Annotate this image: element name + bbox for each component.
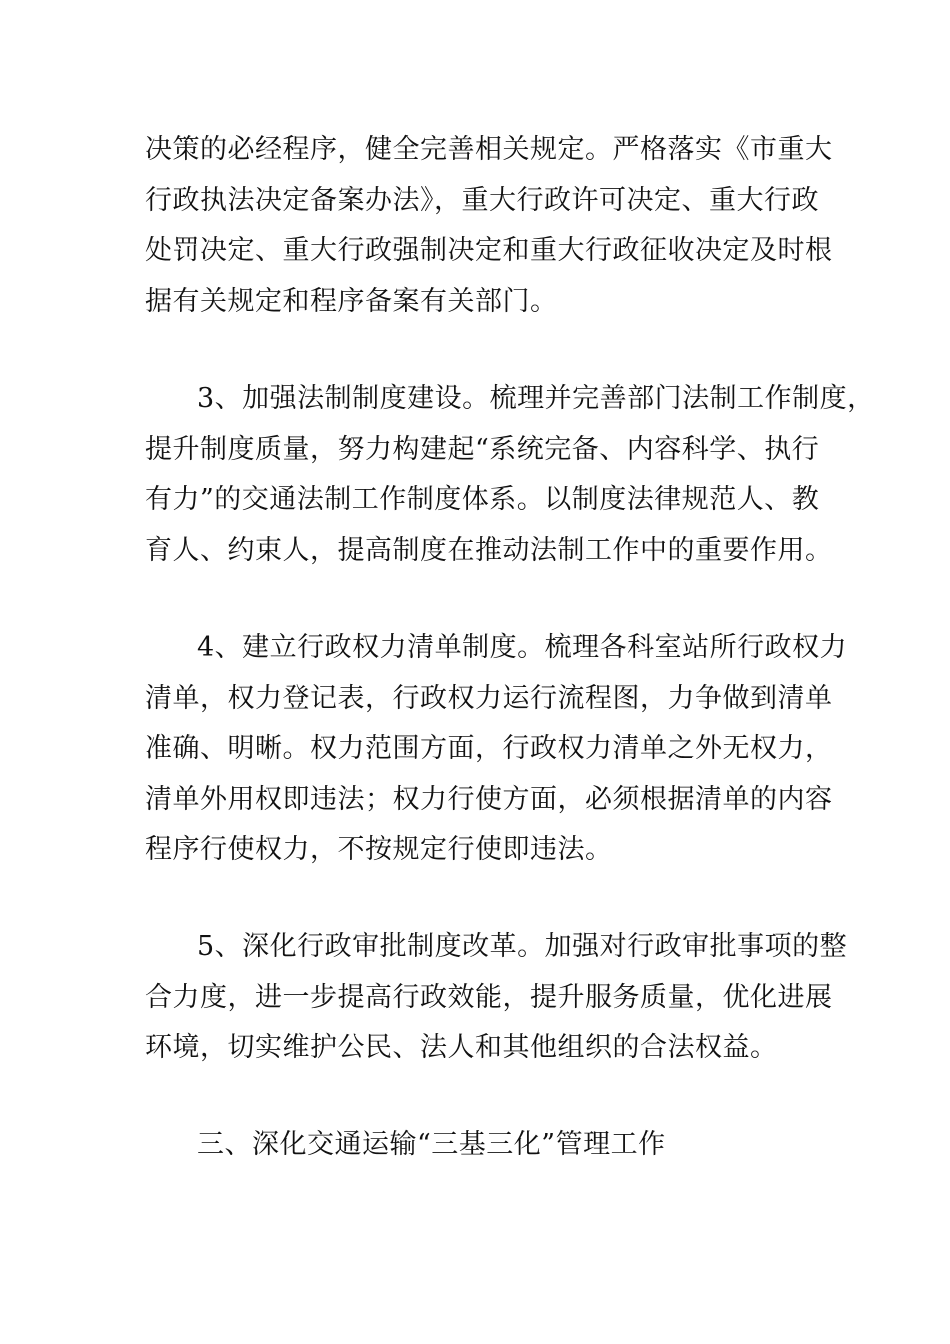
heading-text: 三、深化交通运输“三基三化”管理工作: [197, 1129, 666, 1160]
text-line: 程序行使权力，不按规定行使即违法。: [145, 834, 613, 865]
text-line: 环境，切实维护公民、法人和其他组织的合法权益。: [145, 1032, 778, 1063]
text-line: 提升制度质量，努力构建起“系统完备、内容科学、执行: [145, 433, 820, 465]
text-line: 5、深化行政审批制度改革。加强对行政审批事项的整: [197, 931, 848, 962]
section-heading: [145, 1120, 815, 1171]
text-line: 合力度，进一步提高行政效能，提升服务质量，优化进展: [145, 981, 833, 1013]
text-line: 处罚决定、重大行政强制决定和重大行政征收决定及时根: [145, 235, 833, 266]
text-line: 行政执法决定备案办法》，重大行政许可决定、重大行政: [145, 184, 819, 216]
text-line: 决策的必经程序，健全完善相关规定。严格落实《市重大: [145, 134, 833, 165]
text-line: 清单外用权即违法；权力行使方面，必须根据清单的内容: [145, 783, 833, 815]
text-line: 准确、明晰。权力范围方面，行政权力清单之外无权力，: [145, 733, 833, 764]
paragraph-item-4: [145, 623, 848, 876]
paragraph-item-5: [145, 922, 848, 1074]
text-line: 有力”的交通法制工作制度体系。以制度法律规范人、教: [145, 484, 820, 515]
text-line: 据有关规定和程序备案有关部门。: [145, 285, 558, 317]
paragraph-continuation: [145, 125, 833, 327]
text-line: 育人、约束人，提高制度在推动法制工作中的重要作用。: [145, 534, 833, 566]
text-line: 3、加强法制制度建设。梳理并完善部门法制工作制度，: [197, 383, 875, 414]
paragraph-item-3: [145, 374, 875, 576]
text-line: 4、建立行政权力清单制度。梳理各科室站所行政权力: [197, 632, 848, 663]
text-line: 清单，权力登记表，行政权力运行流程图，力争做到清单: [145, 682, 833, 714]
